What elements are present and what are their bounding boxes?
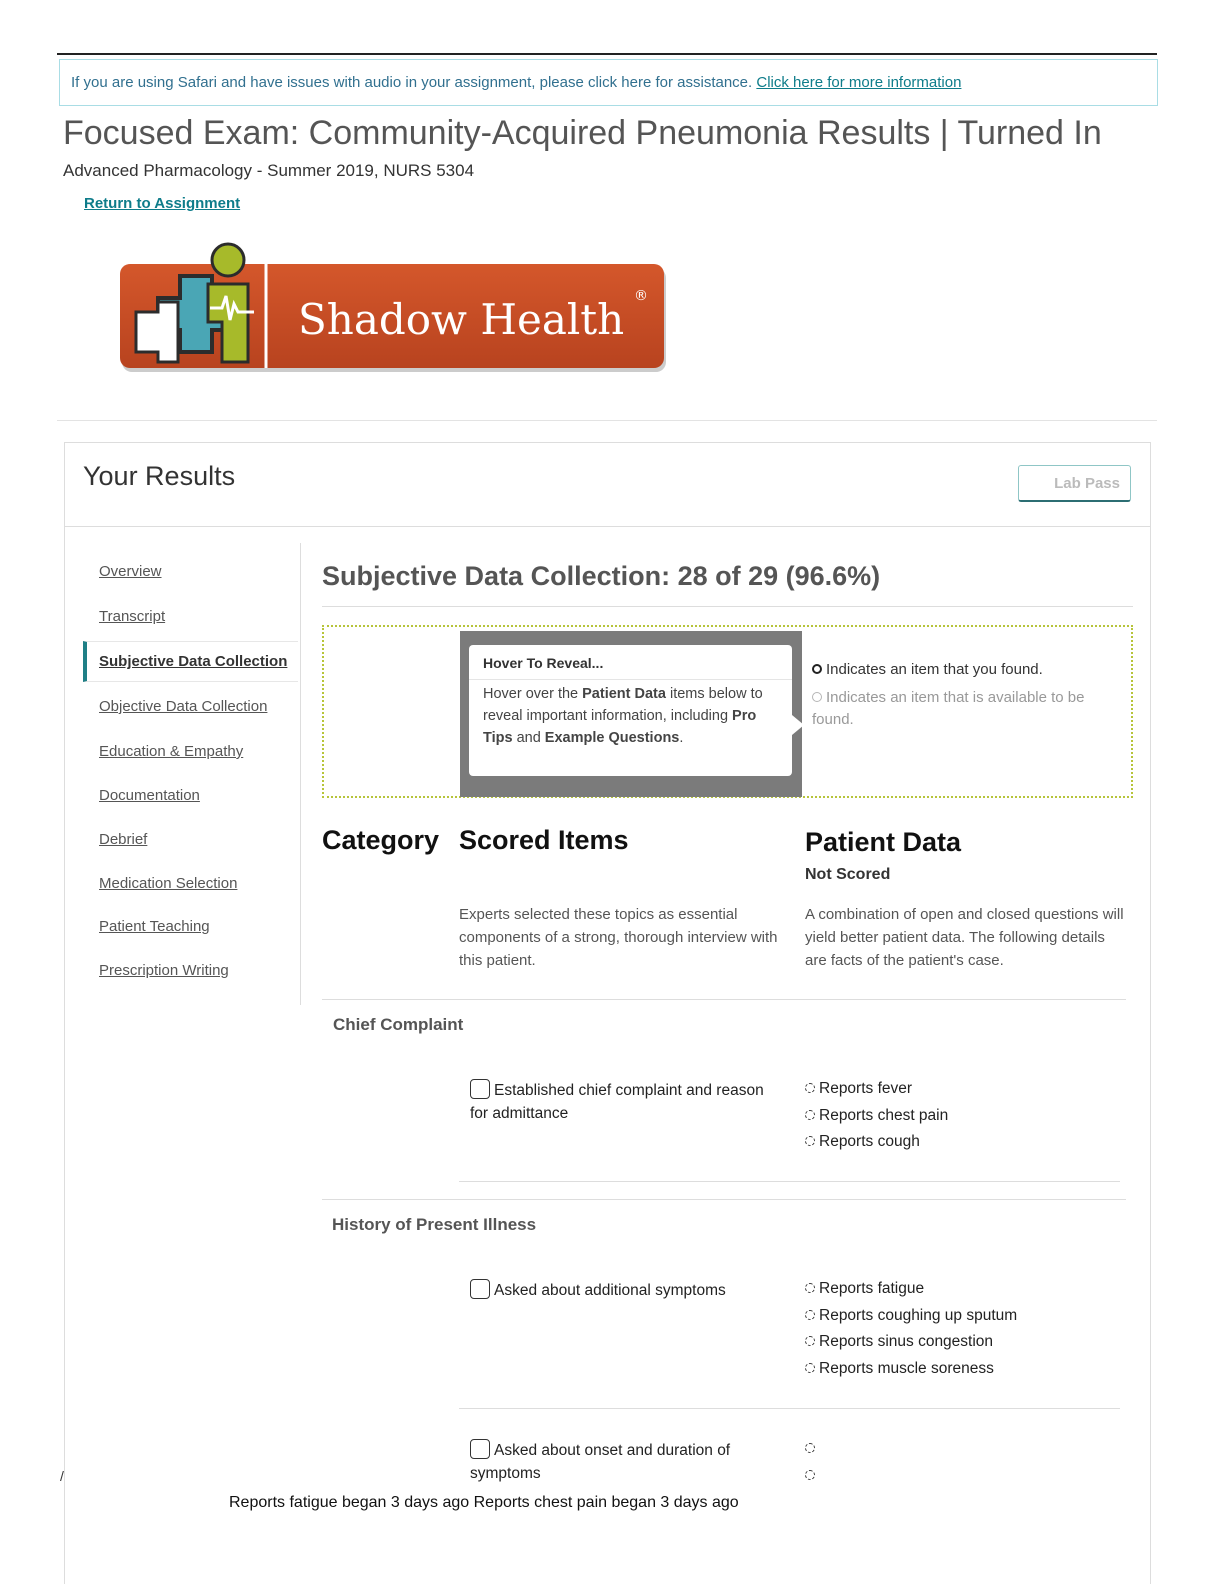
found-ring-icon (805, 1310, 815, 1320)
legend-available-text: Indicates an item that is available to be found. (812, 689, 1085, 728)
page-title: Focused Exam: Community-Acquired Pneumonia Results | Turned In (63, 114, 1102, 152)
available-ring-icon (812, 692, 822, 702)
logo-text: Shadow Health (298, 295, 625, 344)
banner-text: If you are using Safari and have issues with audio in your assignment, please click here for assistance. (71, 74, 753, 91)
found-ring-icon (805, 1443, 815, 1453)
scored-item-label: Established chief complaint and reason for admittance (470, 1082, 764, 1122)
patient-data-text: Reports sinus congestion (819, 1333, 994, 1350)
results-sidebar-nav (81, 543, 301, 1005)
patient-data-item[interactable] (805, 1333, 1017, 1360)
hover-text-part: and (512, 730, 545, 746)
patient-data-item[interactable] (805, 1133, 948, 1160)
scored-item-label: Asked about onset and duration of symptoms (470, 1442, 731, 1482)
patient-data-item[interactable] (805, 1360, 1017, 1387)
hover-text-pro-tips: Pro Tips (483, 708, 757, 746)
patient-data-list (805, 1280, 1017, 1386)
results-panel-header (65, 443, 1150, 527)
legend-box (322, 625, 1133, 798)
found-ring-icon (805, 1110, 815, 1120)
scored-item[interactable] (470, 1439, 770, 1485)
nav-subjective-data-collection[interactable]: Subjective Data Collection (99, 653, 288, 670)
category-history-of-present-illness: History of Present Illness (332, 1215, 537, 1234)
patient-data-list (805, 1080, 948, 1160)
not-scored-label: Not Scored (805, 866, 891, 883)
patient-data-text: Reports cough (819, 1133, 920, 1150)
scored-item-label: Asked about additional symptoms (494, 1282, 726, 1299)
hover-card-arrow (792, 715, 804, 735)
patient-data-item[interactable] (805, 1307, 1017, 1334)
patient-data-description: A combination of open and closed questions will yield better patient data. The following details are facts of the patient's case. (805, 906, 1124, 969)
nav-overview[interactable]: Overview (99, 563, 162, 580)
scored-item[interactable] (470, 1279, 780, 1302)
safari-info-banner (59, 59, 1158, 106)
patient-data-text: Reports chest pain (819, 1106, 949, 1124)
checkbox-icon (470, 1079, 490, 1099)
patient-data-item[interactable] (805, 1107, 948, 1134)
hover-text-patient-data: Patient Data (582, 686, 666, 702)
found-ring-icon (805, 1136, 815, 1146)
hover-reveal-card (469, 645, 792, 776)
found-ring-icon (805, 1283, 815, 1293)
nav-education-empathy[interactable]: Education & Empathy (99, 743, 244, 760)
item-divider (459, 1181, 1120, 1182)
patient-data-text: Reports coughing up sputum (819, 1306, 1018, 1324)
results-panel (64, 442, 1151, 1584)
category-divider (322, 999, 1126, 1000)
patient-data-item[interactable] (805, 1080, 948, 1107)
found-ring-icon (805, 1083, 815, 1093)
nav-debrief[interactable]: Debrief (99, 831, 148, 848)
nav-prescription-writing[interactable]: Prescription Writing (99, 962, 229, 979)
header-divider (57, 420, 1157, 421)
patient-data-list (805, 1440, 819, 1493)
column-header-category: Category (322, 825, 440, 855)
nav-medication-selection[interactable]: Medication Selection (99, 875, 238, 892)
found-ring-icon (812, 664, 822, 674)
results-title: Your Results (83, 461, 236, 491)
scored-items-description: Experts selected these topics as essential components of a strong, thorough interview with this patient. (459, 906, 778, 969)
legend-found-text: Indicates an item that you found. (826, 661, 1043, 678)
shadow-health-logo (118, 238, 670, 390)
top-rule (57, 53, 1157, 55)
hover-text-part: . (679, 730, 684, 746)
patient-data-item[interactable] (805, 1440, 819, 1467)
category-divider (322, 1199, 1126, 1200)
column-header-patient-data: Patient Data (805, 827, 962, 857)
checkbox-icon (470, 1439, 490, 1459)
hover-card-body (469, 680, 792, 752)
lab-pass-button[interactable]: Lab Pass (1018, 465, 1131, 502)
legend-found (812, 661, 1043, 678)
patient-data-item[interactable] (805, 1467, 819, 1494)
checkbox-icon (470, 1279, 490, 1299)
more-info-link[interactable]: Click here for more information (756, 74, 962, 91)
patient-data-text: Reports fatigue (819, 1280, 925, 1297)
found-ring-icon (805, 1470, 815, 1480)
section-title-rule (322, 606, 1133, 607)
course-subtitle: Advanced Pharmacology - Summer 2019, NURS 5304 (63, 161, 475, 180)
nav-objective-data-collection[interactable]: Objective Data Collection (99, 698, 268, 715)
hover-text-example-questions: Example Questions (544, 730, 680, 746)
patient-data-item[interactable] (805, 1280, 1017, 1307)
scored-item[interactable] (470, 1079, 780, 1125)
patient-data-text: Reports muscle soreness (819, 1359, 994, 1377)
patient-data-text: Reports fever (819, 1080, 913, 1097)
column-header-scored-items: Scored Items (459, 825, 629, 855)
page-corner-mark: / (60, 1468, 64, 1484)
hover-text-part: Hover over the (483, 686, 583, 702)
hover-card-title: Hover To Reveal... (469, 645, 792, 680)
found-ring-icon (805, 1363, 815, 1373)
hover-reveal-area[interactable] (460, 631, 802, 797)
return-to-assignment-link[interactable]: Return to Assignment (84, 195, 241, 212)
nav-patient-teaching[interactable]: Patient Teaching (99, 918, 210, 935)
footer-patient-data-text: Reports fatigue began 3 days ago Reports chest pain began 3 days ago (229, 1494, 739, 1511)
found-ring-icon (805, 1336, 815, 1346)
nav-documentation[interactable]: Documentation (99, 787, 200, 804)
legend-available (812, 687, 1122, 731)
section-title: Subjective Data Collection: 28 of 29 (96.6%) (322, 561, 881, 591)
item-divider (459, 1408, 1120, 1409)
hover-text-part: items below to reveal important information, including (483, 686, 763, 724)
logo-registered-mark: ® (634, 288, 648, 304)
nav-transcript[interactable]: Transcript (99, 608, 166, 625)
category-chief-complaint: Chief Complaint (333, 1015, 464, 1034)
